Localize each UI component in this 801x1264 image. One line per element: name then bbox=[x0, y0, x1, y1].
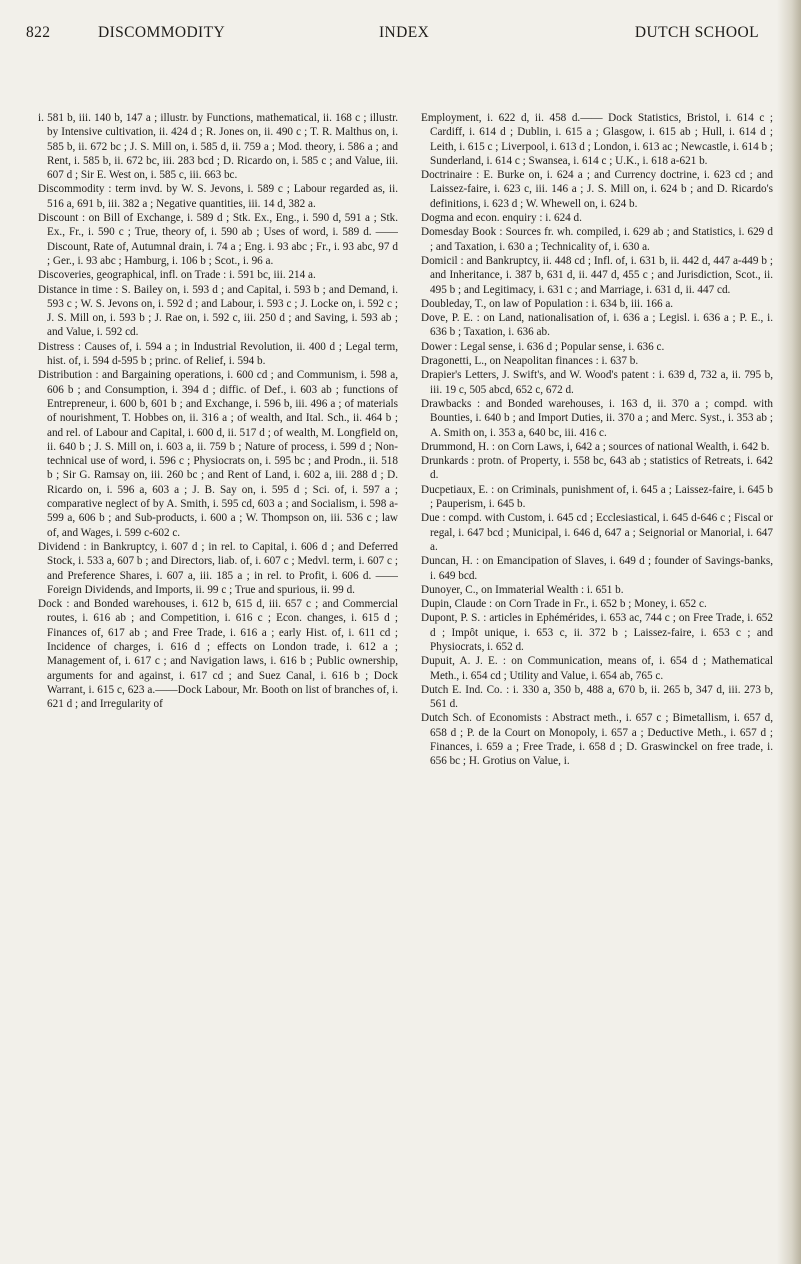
running-head-right: DUTCH SCHOOL bbox=[634, 24, 759, 41]
index-column-left bbox=[38, 111, 398, 1241]
index-entry: Duncan, H. : on Emancipation of Slaves, i. 649 d ; founder of Savings-banks, i. 649 bcd. bbox=[421, 555, 773, 582]
index-entry: Dove, P. E. : on Land, nationalisation of, i. 636 a ; Legisl. i. 636 a ; P. E., i. 636 b ; Taxation, i. 636 ab. bbox=[421, 312, 773, 339]
index-entry: Distress : Causes of, i. 594 a ; in Industrial Revolution, ii. 400 d ; Legal term, hist. of, i. 594 d-595 b ; princ. of Relief, i. 594 b. bbox=[38, 340, 398, 368]
index-entry: Dock : and Bonded warehouses, i. 612 b, 615 d, iii. 657 c ; and Commercial routes, i. 616 ab ; and Competition, i. 616 c ; Econ. changes, i. 615 d ; Finances of, 617 ab ; and Free Trade, i. 616 a ; early Hist. of, i. 611 cd ; Incidence of charges, i. 616 d ; effects on London trade, i. 612 a ; Management of, i. 617 c ; and Navigation laws, i. 616 b ; Public ownership, arguments for and against, i. 617 cd ; and Suez Canal, i. 616 b ; Dock Warrant, i. 615 c, 623 a.——Dock Labour, Mr. Booth on list of branches of, i. 621 d ; and Irregularity of bbox=[38, 598, 398, 711]
index-entry: Due : compd. with Custom, i. 645 cd ; Ecclesiastical, i. 645 d-646 c ; Fiscal or regal, i. 647 bcd ; Municipal, i. 646 d, 647 a ; Seignorial or Manorial, i. 647 a. bbox=[421, 512, 773, 553]
index-entry: Discount : on Bill of Exchange, i. 589 d ; Stk. Ex., Eng., i. 590 d, 591 a ; Stk. Ex., Fr., i. 590 c ; True, theory of, i. 590 ab ; Uses of word, i. 589 d. —— Discount, Rate of, Autumnal drain, i. 74 a ; Eng. i. 93 abc ; Fr., i. 93 abc, 97 d ; Ger., i. 93 abc ; Hamburg, i. 106 b ; Scot., i. 96 a. bbox=[38, 212, 398, 267]
page-edge-shadow bbox=[777, 0, 801, 1264]
running-header bbox=[26, 24, 771, 50]
index-entry: Drapier's Letters, J. Swift's, and W. Wood's patent : i. 639 d, 732 a, ii. 795 b, iii. 19 c, 505 abcd, 652 c, 672 d. bbox=[421, 369, 773, 396]
index-entry: Dupuit, A. J. E. : on Communication, means of, i. 654 d ; Mathematical Meth., i. 654 cd ; Utility and Value, i. 654 ab, 765 c. bbox=[421, 655, 773, 682]
index-entry: Drummond, H. : on Corn Laws, i, 642 a ; sources of national Wealth, i. 642 b. bbox=[421, 440, 770, 453]
index-entry: Distance in time : S. Bailey on, i. 593 d ; and Capital, i. 593 b ; and Demand, i. 593 c ; W. S. Jevons on, i. 592 d ; and Labour, i. 593 c ; J. Locke on, i. 592 c ; J. S. Mill on, i. 593 b ; J. Rae on, i. 592 c, iii. 250 d ; and Saving, i. 593 ab ; and Value, i. 592 cd. bbox=[38, 283, 398, 339]
index-entry: Drunkards : protn. of Property, i. 558 bc, 643 ab ; statistics of Retreats, i. 642 d. bbox=[421, 455, 773, 482]
index-entry: Distribution : and Bargaining operations, i. 600 cd ; and Communism, i. 598 a, 606 b ; and Consumption, i. 394 d ; diffic. of Def., i. 603 ab ; functions of Entrepreneur, i. 600 b, 601 b ; and Exchange, i. 596 b, iii. 496 a ; of materials of nourishment, T. Hobbes on, ii. 316 a ; of wealth, and Ital. Sch., ii. 464 b ; and rel. of Labour and Capital, i. 600 d, ii. 517 d ; of wealth, M. Longfield on, ii. 640 b ; J. S. Mill on, i. 603 a, ii. 759 b ; Nature of process, i. 599 d ; Non-technical use of word, i. 596 c ; Physiocrats on, i. 595 bc ; and Prodn., ii. 518 b ; Sir G. Ramsay on, iii. 260 bc ; and Rent of Land, i. 602 a, iii. 288 d ; D. Ricardo on, i. 596 a, 603 a ; J. B. Say on, i. 595 d ; Sci. of, i. 597 a ; comparative neglect of by A. Smith, i. 595 cd, 603 a ; and Socialism, i. 598 a-599 a, 606 b ; and Sub-products, i. 600 a ; W. Thompson on, iii. 536 c ; law of, and Wages, i. 599 c-602 c. bbox=[38, 369, 398, 539]
page-number: 822 bbox=[26, 24, 51, 41]
index-entry: Discoveries, geographical, infl. on Trade : i. 591 bc, iii. 214 a. bbox=[38, 269, 316, 282]
index-entry: Doubleday, T., on law of Population : i. 634 b, iii. 166 a. bbox=[421, 297, 674, 310]
running-head-center: INDEX bbox=[379, 24, 430, 41]
index-entry: Dower : Legal sense, i. 636 d ; Popular sense, i. 636 c. bbox=[421, 340, 665, 353]
running-head-left: DISCOMMODITY bbox=[98, 24, 226, 41]
index-entry: Employment, i. 622 d, ii. 458 d.—— Dock Statistics, Bristol, i. 614 c ; Cardiff, i. 614 d ; Dublin, i. 615 a ; Glasgow, i. 615 ab ; Hull, i. 614 d ; Leith, i. 615 c ; Liverpool, i. 613 d ; London, i. 613 ac ; Newcastle, i. 614 b ; Sunderland, i. 614 c ; Swansea, i. 614 c ; U.K., i. 618 a-621 b. bbox=[421, 112, 773, 167]
index-entry: Doctrinaire : E. Burke on, i. 624 a ; and Currency doctrine, i. 623 cd ; and Laissez-faire, i. 623 c, iii. 146 a ; J. S. Mill on, i. 624 b ; and D. Ricardo's definitions, i. 623 d ; W. Whewell on, i. 624 b. bbox=[421, 169, 773, 210]
index-entry: Dupont, P. S. : articles in Ephémérides, i. 653 ac, 744 c ; on Free Trade, i. 652 d ; Impôt unique, i. 653 c, ii. 372 b ; Laissez-faire, i. 653 c ; and Physiocrats, i. 652 d. bbox=[421, 612, 773, 653]
index-entry: Dividend : in Bankruptcy, i. 607 d ; in rel. to Capital, i. 606 d ; and Deferred Stock, i. 533 a, 607 b ; and Directors, liab. of, i. 607 c ; Medvl. term, i. 607 c ; and Preference Shares, i. 607 a, iii. 185 a ; in rel. to Profit, i. 606 d. ——Foreign Dividends, and Imports, ii. 99 c ; True and spurious, ii. 99 d. bbox=[38, 540, 398, 596]
index-entry: Discommodity : term invd. by W. S. Jevons, i. 589 c ; Labour regarded as, ii. 516 a, 691 b, iii. 382 a ; Negative quantities, iii. 14 d, 382 a. bbox=[38, 183, 398, 210]
index-entry: Dutch Sch. of Economists : Abstract meth., i. 657 c ; Bimetallism, i. 657 d, 658 d ; P. de la Court on Monopoly, i. 657 a ; Deductive Meth., i. 657 d ; Finances, i. 659 a ; Free Trade, i. 658 d ; D. Graswinckel on free trade, i. 656 bc ; H. Grotius on Value, i. bbox=[421, 712, 773, 768]
index-entry: Dupin, Claude : on Corn Trade in Fr., i. 652 b ; Money, i. 652 c. bbox=[421, 598, 707, 611]
index-entry: i. 581 b, iii. 140 b, 147 a ; illustr. by Functions, mathematical, ii. 168 c ; illustr. by Intensive cultivation, ii. 424 d ; R. Jones on, ii. 490 c ; T. R. Malthus on, i. 585 b, ii. 672 bc ; J. S. Mill on, i. 585 d, ii. 759 a ; Mod. theory, i. 586 a ; and Rent, i. 585 b, ii. 672 bc, iii. 283 bcd ; D. Ricardo on, i. 585 c ; and Value, iii. 607 d ; Sir E. West on, i. 585 c, iii. 663 bc. bbox=[38, 112, 398, 182]
index-entry: Dogma and econ. enquiry : i. 624 d. bbox=[421, 212, 582, 225]
index-entry: Drawbacks : and Bonded warehouses, i. 163 d, ii. 370 a ; compd. with Bounties, i. 640 b ; and Import Duties, ii. 370 a ; and Merc. Syst., i. 353 ab ; A. Smith on, i. 353 a, 640 bc, iii. 416 c. bbox=[421, 397, 773, 439]
index-entry: Ducpetiaux, E. : on Criminals, punishment of, i. 645 a ; Laissez-faire, i. 645 b ; Pauperism, i. 645 b. bbox=[421, 483, 773, 511]
index-entry: Domesday Book : Sources fr. wh. compiled, i. 629 ab ; and Statistics, i. 629 d ; and Taxation, i. 630 a ; Technicality of, i. 630 a. bbox=[421, 226, 773, 253]
index-entry: Domicil : and Bankruptcy, ii. 448 cd ; Infl. of, i. 631 b, ii. 442 d, 447 a-449 b ; and Inheritance, i. 387 b, 631 d, ii. 447 d, 455 c ; and Jurisdiction, Scot., ii. 495 b ; and Legitimacy, i. 631 c ; and Marriage, i. 631 d, ii. 447 cd. bbox=[421, 254, 773, 296]
index-entry: Dutch E. Ind. Co. : i. 330 a, 350 b, 488 a, 670 b, ii. 265 b, 347 d, iii. 273 b, 561 d. bbox=[421, 683, 773, 711]
index-entry: Dragonetti, L., on Neapolitan finances : i. 637 b. bbox=[421, 355, 639, 368]
index-column-right bbox=[421, 111, 773, 1241]
index-entry: Dunoyer, C., on Immaterial Wealth : i. 651 b. bbox=[421, 583, 624, 596]
